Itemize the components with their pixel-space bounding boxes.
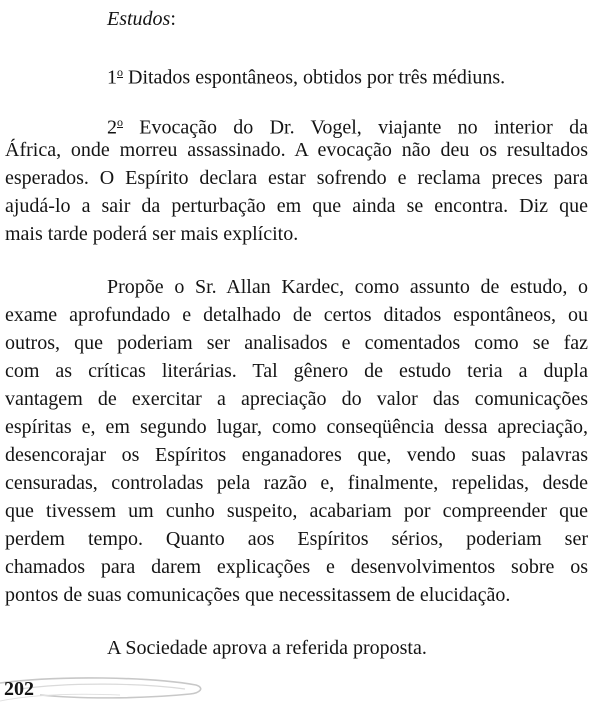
item-2-line: África, onde morreu assassinado. A evocação não deu os resultados	[5, 139, 588, 161]
proposal-line: perdem tempo. Quanto aos Espíritos sérios, poderiam ser	[5, 528, 588, 550]
proposal-line: desencorajar os Espíritos enganadores que, vendo suas palavras	[5, 444, 588, 466]
section-title: Estudos	[107, 8, 171, 30]
proposal-line: vantagem de exercitar a apreciação do valor das comunicações	[5, 388, 588, 410]
proposal-line: pontos de suas comunicações que necessitassem de elucidação.	[5, 584, 511, 606]
item-2-line: ajudá-lo a sair da perturbação em que ainda se encontra. Diz que	[5, 195, 588, 217]
approval-line: A Sociedade aprova a referida proposta.	[107, 637, 427, 659]
item-2-line: mais tarde poderá ser mais explícito.	[5, 223, 299, 245]
item-1	[107, 58, 505, 92]
proposal-line: outros, que poderiam ser analisados e comentados como se faz	[5, 332, 588, 354]
item-1-text: Ditados espontâneos, obtidos por três médiuns.	[123, 66, 506, 89]
proposal-line: exame aprofundado e detalhado de certos ditados espontâneos, ou	[5, 304, 588, 326]
item-1-number: 1	[107, 66, 117, 89]
item-2-line: Evocação do Dr. Vogel, viajante no interior da	[123, 116, 588, 139]
item-1-ordinal: o	[117, 65, 123, 79]
section-title-suffix: :	[170, 8, 176, 30]
proposal-line: que tivessem um cunho suspeito, acabariam por compreender que	[5, 500, 588, 522]
proposal-line: Propõe o Sr. Allan Kardec, como assunto de estudo, o	[107, 276, 588, 298]
proposal-line: espíritas e, em segundo lugar, como conseqüência dessa apreciação,	[5, 416, 588, 438]
section-heading	[107, 5, 176, 33]
item-2-line: esperados. O Espírito declara estar sofrendo e reclama preces para	[5, 167, 588, 189]
proposal-line: chamados para darem explicações e desenvolvimentos sobre os	[5, 556, 588, 578]
page-number: 202	[4, 678, 34, 700]
proposal-line: censuradas, controladas pela razão e, finalmente, repelidas, desde	[5, 472, 588, 494]
proposal-line: com as críticas literárias. Tal gênero de estudo teria a dupla	[5, 360, 588, 382]
item-2-number: 2	[107, 116, 117, 139]
item-2-ordinal: o	[117, 115, 123, 129]
